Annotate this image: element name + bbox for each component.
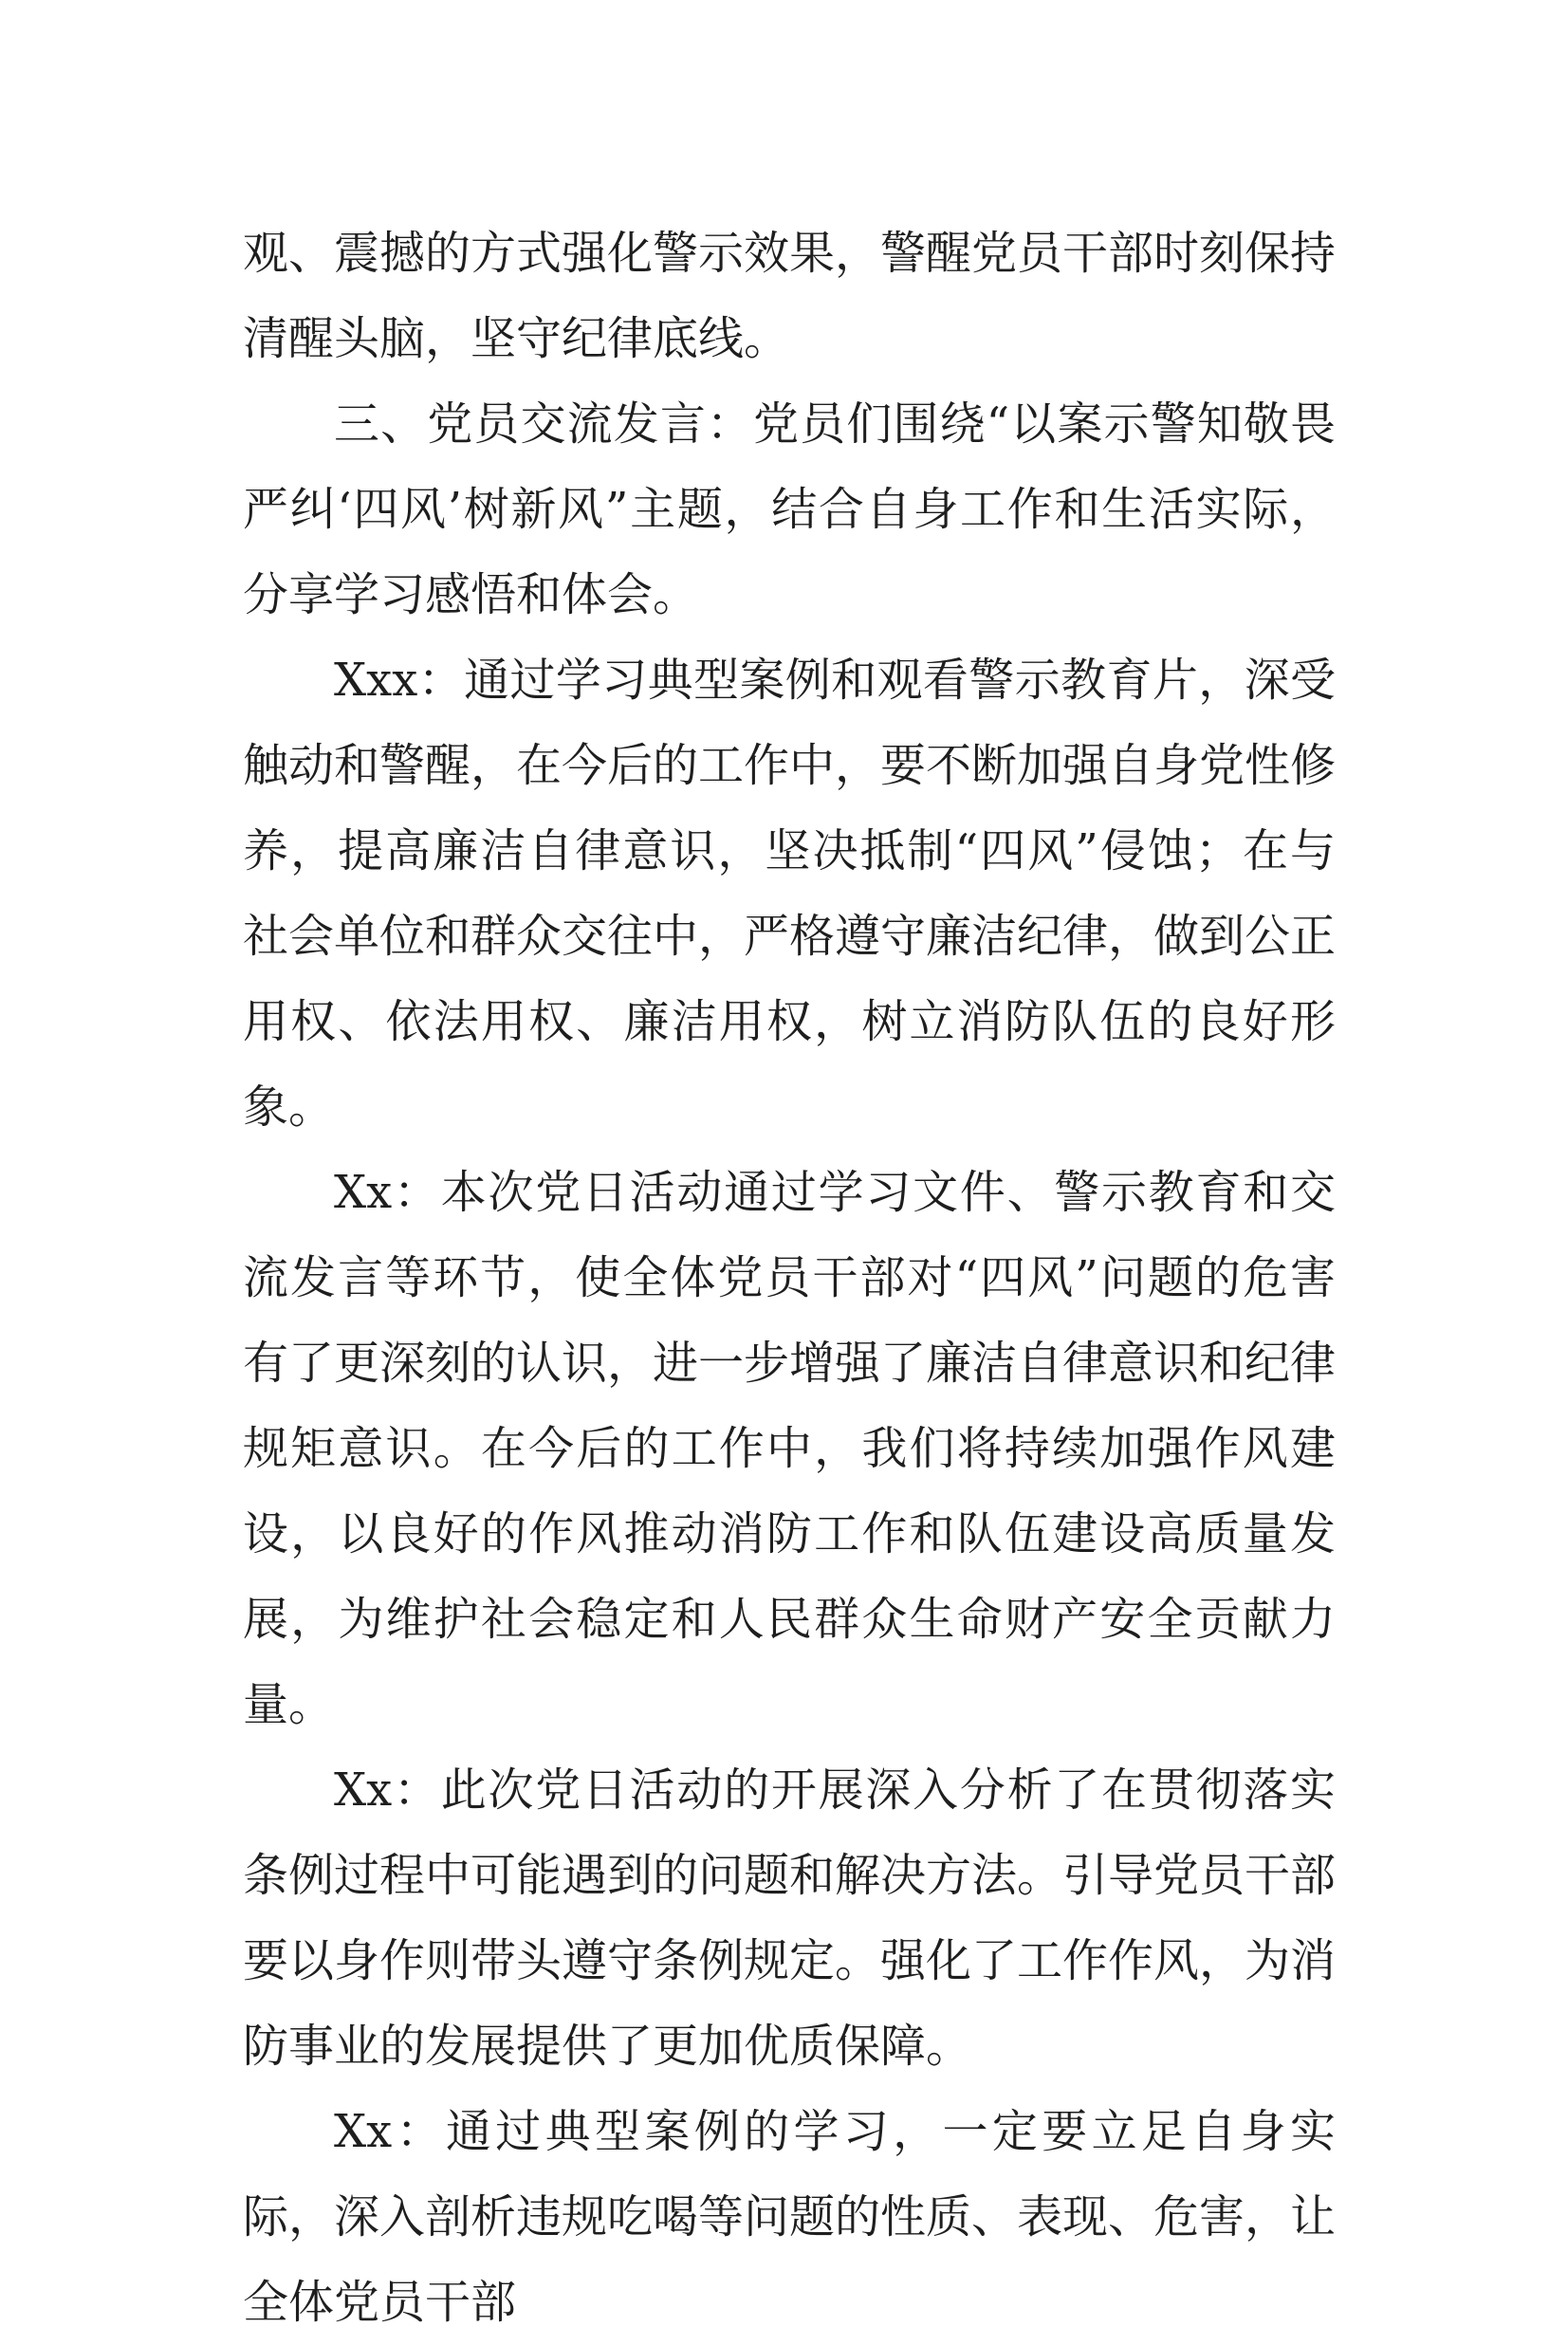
document-body [243, 211, 1336, 2345]
paragraph-speech-3: Xx：此次党日活动的开展深入分析了在贯彻落实条例过程中可能遇到的问题和解决方法。引导党员干部要以身作则带头遵守条例规定。强化了工作作风，为消防事业的发展提供了更加优质保障。 [243, 1763, 1337, 2073]
paragraph-speech-1: Xxx：通过学习典型案例和观看警示教育片，深受触动和警醒，在今后的工作中，要不断加强自身党性修养，提高廉洁自律意识，坚决抵制“四风”侵蚀；在与社会单位和群众交往中，严格遵守廉洁纪律，做到公正用权、依法用权、廉洁用权，树立消防队伍的良好形象。 [243, 654, 1337, 1134]
paragraph-speech-4: Xx：通过典型案例的学习，一定要立足自身实际，深入剖析违规吃喝等问题的性质、表现、危害，让全体党员干部 [243, 2105, 1337, 2329]
paragraph-continuation: 观、震撼的方式强化警示效果，警醒党员干部时刻保持清醒头脑，坚守纪律底线。 [243, 227, 1337, 365]
paragraph-section-three: 三、党员交流发言：党员们围绕“以案示警知敬畏 严纠‘四风’树新风”主题，结合自身工作和生活实际，分享学习感悟和体会。 [243, 397, 1336, 621]
paragraph-speech-2: Xx：本次党日活动通过学习文件、警示教育和交流发言等环节，使全体党员干部对“四风”问题的危害有了更深刻的认识，进一步增强了廉洁自律意识和纪律规矩意识。在今后的工作中，我们将持续加强作风建设，以良好的作风推动消防工作和队伍建设高质量发展，为维护社会稳定和人民群众生命财产安全贡献力量。 [243, 1166, 1337, 1731]
